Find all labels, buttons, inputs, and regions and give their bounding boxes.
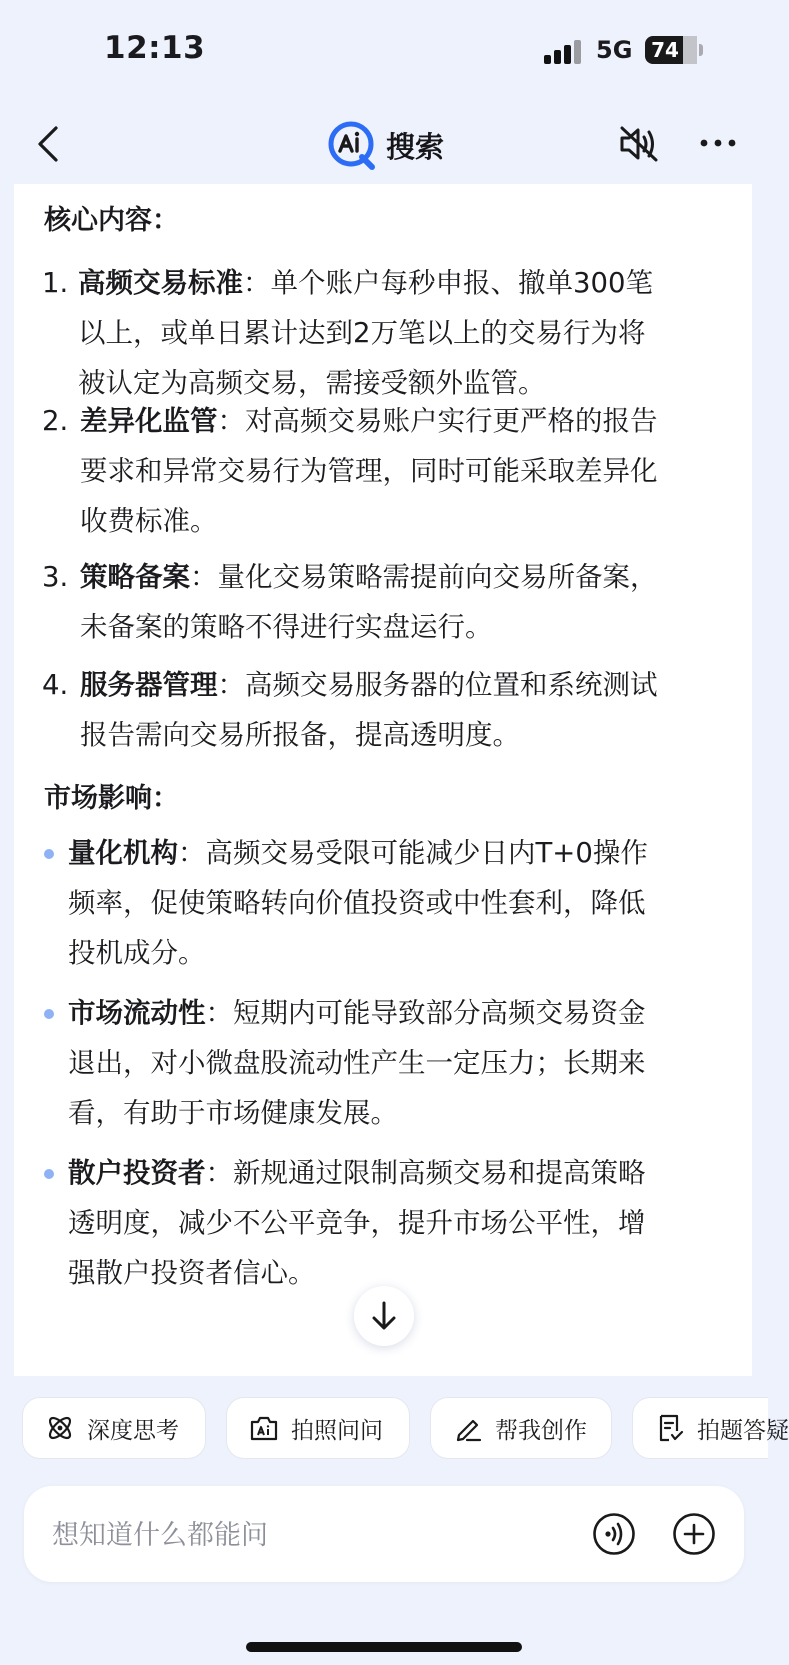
item-heading: 市场流动性 (68, 997, 206, 1029)
item-heading: 散户投资者 (68, 1157, 206, 1189)
quick-actions (0, 1397, 789, 1461)
battery-cap (699, 44, 703, 56)
input-bar (24, 1486, 744, 1582)
back-arrow-icon[interactable] (30, 122, 70, 166)
list-number: 4. (42, 669, 69, 701)
deep-think-button[interactable] (22, 1397, 206, 1459)
list-item: 高频交易标准：单个账户每秒申报、撤单300笔 以上，或单日累计达到2万笔以上的交易行为将 被认定为高频交易，需接受额外监管。 (78, 267, 653, 399)
scroll-down-button[interactable] (354, 1286, 414, 1346)
add-button[interactable] (672, 1512, 716, 1556)
answer-card (14, 184, 752, 1376)
list-number: 3. (42, 561, 69, 593)
search-input[interactable] (50, 1512, 574, 1558)
list-number: 1. (42, 267, 69, 299)
plus-circle-icon (672, 1512, 716, 1556)
market-impact-heading: 市场影响： (44, 783, 179, 814)
item-heading: 服务器管理 (80, 669, 218, 701)
brand (326, 118, 444, 172)
nav-bar (0, 104, 768, 184)
camera-ai-icon (249, 1413, 279, 1443)
more-dots-icon[interactable] (698, 130, 738, 156)
chip-label: 深度思考 (87, 1417, 179, 1444)
item-heading: 策略备案 (80, 561, 190, 593)
list-item: 量化机构：高频交易受限可能减少日内T+0操作 频率，促使策略转向价值投资或中性套利，降低 投机成分。 (68, 837, 648, 969)
core-content-heading: 核心内容： (44, 205, 179, 236)
atom-icon (45, 1413, 75, 1443)
ai-search-logo-icon (326, 119, 378, 171)
voice-input-button[interactable] (592, 1512, 636, 1556)
chip-label: 帮我创作 (495, 1417, 587, 1444)
bullet-dot (44, 1009, 54, 1019)
item-heading: 差异化监管 (80, 405, 218, 437)
help-create-button[interactable] (430, 1397, 612, 1459)
list-number: 2. (42, 405, 69, 437)
battery-level: 74 (651, 38, 679, 62)
voice-wave-icon (592, 1512, 636, 1556)
pen-icon (453, 1413, 483, 1443)
item-heading: 高频交易标准 (78, 267, 243, 299)
page-title: 搜索 (386, 129, 445, 164)
chip-label: 拍照问问 (291, 1417, 383, 1444)
home-indicator[interactable] (246, 1642, 522, 1652)
list-item: 散户投资者：新规通过限制高频交易和提高策略 透明度，减少不公平竞争，提升市场公平性，增 强散户投资者信心。 (68, 1157, 646, 1289)
chip-label: 拍题答疑 (697, 1417, 789, 1444)
photo-ask-button[interactable] (226, 1397, 410, 1459)
battery-icon (645, 36, 697, 64)
list-item: 策略备案：量化交易策略需提前向交易所备案， 未备案的策略不得进行实盘运行。 (80, 561, 658, 643)
list-item: 市场流动性：短期内可能导致部分高频交易资金 退出，对小微盘股流动性产生一定压力；长期来 看，有助于市场健康发展。 (68, 997, 646, 1129)
photo-question-button[interactable] (632, 1397, 789, 1459)
arrow-down-icon (369, 1300, 399, 1332)
speaker-muted-icon[interactable] (616, 124, 662, 164)
bullet-dot (44, 849, 54, 859)
network-type: 5G (596, 36, 633, 64)
status-bar (0, 0, 768, 100)
signal-strength-icon (544, 40, 584, 64)
status-time: 12:13 (104, 30, 206, 66)
document-scan-icon (655, 1413, 685, 1443)
list-item: 差异化监管：对高频交易账户实行更严格的报告 要求和异常交易行为管理，同时可能采取差异化 收费标准。 (80, 405, 658, 537)
item-heading: 量化机构 (68, 837, 178, 869)
bullet-dot (44, 1169, 54, 1179)
list-item: 服务器管理：高频交易服务器的位置和系统测试 报告需向交易所报备，提高透明度。 (80, 669, 658, 751)
